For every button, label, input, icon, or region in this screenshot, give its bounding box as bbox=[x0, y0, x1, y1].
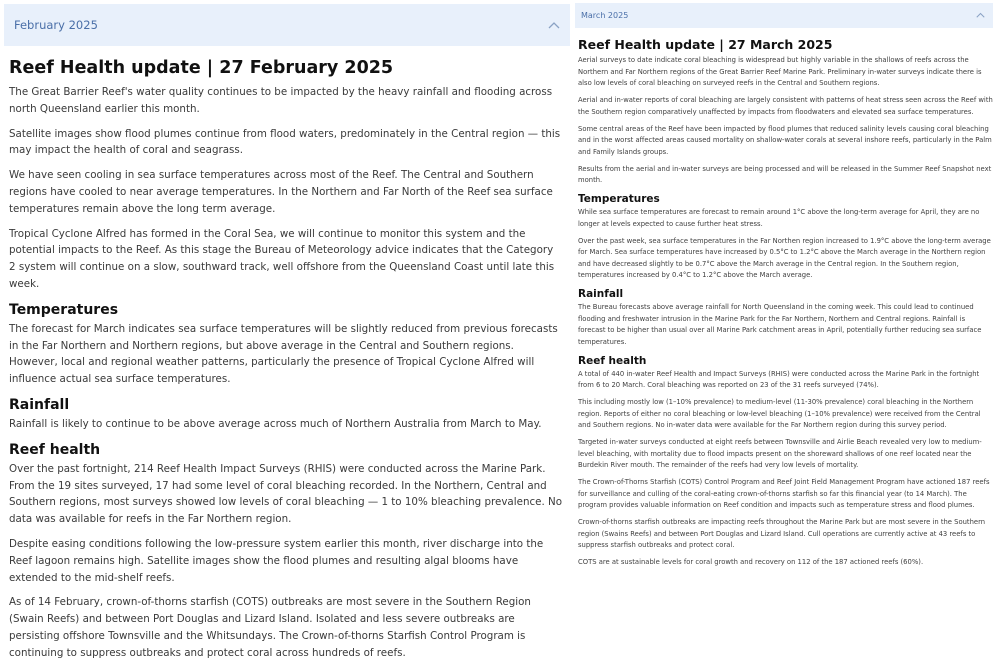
march-2025-panel bbox=[575, 0, 993, 645]
page-title: Reef Health update | 27 February 2025 bbox=[9, 58, 394, 78]
intro-paragraph: The Great Barrier Reef's water quality continues to be impacted by the heavy rainfall and flooding across north Queensland earlier this month. bbox=[9, 86, 553, 115]
section-paragraph: A total of 440 in-water Reef Health and Impact Surveys (RHIS) were conducted across the Marine Park in the fortnight from 6 to 20 March. Coral bleaching was reported on 23 of the 31 reefs surveyed (74%). bbox=[578, 369, 980, 389]
section-paragraph: Over the past fortnight, 214 Reef Health Impact Surveys (RHIS) were conducted across the Marine Park. From the 19 sites surveyed, 17 had some level of coral bleaching recorded. In the Northern, Central and Southern regions, most surveys showed low levels of coral bleaching — 1 to 10% bleaching prevalence. No data was available for reefs in the Far Northern region. bbox=[9, 462, 563, 526]
section-heading-reef-health: Reef health bbox=[578, 354, 647, 367]
page-title: Reef Health update | 27 March 2025 bbox=[578, 37, 833, 52]
section-paragraph: Rainfall is likely to continue to be above average across much of Northern Australia from March to May. bbox=[9, 417, 542, 430]
section-paragraph: As of 14 February, crown-of-thorns starfish (COTS) outbreaks are most severe in the Southern Region (Swain Reefs) and between Port Douglas and Lizard Island. Isolated and less severe outbreaks are persisting offshore Townsville and the Whitsundays. The Crown-of-thorns Starfish Control Program is continuing to suppress outbreaks and protect coral across hundreds of reefs. bbox=[9, 596, 531, 659]
intro-paragraph: Results from the aerial and in-water surveys are being processed and will be released in the Summer Reef Snapshot next month. bbox=[578, 164, 992, 184]
intro-paragraph: Satellite images show flood plumes continue from flood waters, predominately in the Central region — this may impact the health of coral and seagrass. bbox=[9, 127, 561, 157]
section-paragraph: Despite easing conditions following the low-pressure system earlier this month, river discharge into the Reef lagoon remains high. Satellite images show the flood plumes and resulting algal blooms have extended to the mid-shelf reefs. bbox=[9, 537, 544, 584]
intro-paragraph: Aerial and in-water reports of coral bleaching are largely consistent with patterns of heat stress seen across the Reef with the Southern region comparatively unaffected by impacts from floodwaters and elevated sea surface temperatures. bbox=[578, 96, 993, 116]
intro-paragraph: Aerial surveys to date indicate coral bleaching is widespread but highly variable in the shallows of reefs across the Northern and Far Northern regions of the Great Barrier Reef Marine Park. Preliminary in-water surveys indicate there is also low levels of coral bleaching on surveyed reefs in the Central and Southern regions. bbox=[578, 56, 982, 87]
accordion-label: March 2025 bbox=[581, 11, 629, 20]
intro-paragraph: Some central areas of the Reef have been impacted by flood plumes that reduced salinity levels causing coral bleaching and in the worst affected areas caused mortality on shallow-water corals at several inshore reefs, particularly in the Palm and Family Islands groups. bbox=[578, 124, 992, 156]
section-heading-rainfall: Rainfall bbox=[9, 396, 70, 413]
section-paragraph: While sea surface temperatures are forecast to remain around 1°C above the long-term average for April, they are no longer at levels expected to cause further heat stress. bbox=[578, 208, 980, 228]
chevron-up-icon[interactable] bbox=[548, 18, 560, 32]
section-heading-rainfall: Rainfall bbox=[578, 288, 624, 300]
section-heading-temperatures: Temperatures bbox=[9, 301, 119, 318]
section-paragraph: The forecast for March indicates sea surface temperatures will be slightly reduced from previous forecasts in the Far Northern and Northern regions, but above average in the Central and Southern regions. However, local and regional weather patterns, particularly the presence of Tropical Cyclone Alfred will influence actual sea surface temperatures. bbox=[9, 322, 558, 386]
section-paragraph: Over the past week, sea surface temperatures in the Far Northen region increased to 1.9°C above the long-term average for March. Sea surface temperatures have increased by 0.5°C to 1.2°C above the March average in the Northern region and have decreased slightly to be 0.7°C above the March average in the Central region. In the Southern region, temperatures increased by 0.4°C to 1.2°C above the March average. bbox=[578, 236, 991, 279]
accordion-header-march-2025[interactable] bbox=[575, 3, 993, 28]
section-paragraph: Targeted in-water surveys conducted at eight reefs between Townsville and Airlie Beach revealed very low to medium-level bleaching, with mortality due to flood impacts present on the shoreward shallows of one reef located near the Burdekin River mouth. The remainder of the reefs had very low levels of mortality. bbox=[578, 438, 982, 469]
section-heading-temperatures: Temperatures bbox=[578, 193, 660, 205]
section-paragraph: COTS are at sustainable levels for coral growth and recovery on 112 of the 187 actioned reefs (60%). bbox=[578, 558, 924, 566]
section-heading-reef-health: Reef health bbox=[9, 441, 101, 458]
accordion-content bbox=[575, 28, 993, 569]
intro-paragraph: We have seen cooling in sea surface temperatures across most of the Reef. The Central and Southern regions have cooled to near average temperatures. In the Northern and Far North of the Reef sea surface temperatures remain above the long term average. bbox=[9, 169, 553, 215]
accordion-content bbox=[0, 46, 570, 662]
accordion-label: February 2025 bbox=[14, 18, 98, 32]
section-paragraph: This including mostly low (1–10% prevalence) to medium-level (11-30% prevalence) coral bleaching in the Northern region. Reports of either no coral bleaching or low-level bleaching (1–10% prevalence) were received from the Central and Southern regions. No in-water data were available for the Far Northern region during this survey period. bbox=[578, 398, 981, 429]
section-paragraph: Crown-of-thorns starfish outbreaks are impacting reefs throughout the Marine Park but are most severe in the Southern region (Swains Reefs) and between Port Douglas and Lizard Island. Cull operations are currently active at 43 reefs to suppress starfish outbreaks and protect coral. bbox=[578, 518, 986, 549]
accordion-header-february-2025[interactable] bbox=[4, 4, 570, 46]
chevron-up-icon[interactable] bbox=[976, 11, 985, 20]
section-paragraph: The Bureau forecasts above average rainfall for North Queensland in the coming week. This could lead to continued flooding and freshwater intrusion in the Marine Park for the Far Northern, Northern and Central regions. Rainfall is forecast to be higher than usual over all Marine Park catchment areas in April, potentially further reducing sea surface temperatures. bbox=[578, 303, 982, 346]
section-paragraph: The Crown-of-Thorns Starfish (COTS) Control Program and Reef Joint Field Management Program have actioned 187 reefs for surveillance and culling of the coral-eating crown-of-thorns starfish so far this financial year (to 14 March). The program provides valuable information on Reef condition and impacts such as temperature stress and flood plumes. bbox=[578, 478, 990, 509]
intro-paragraph: Tropical Cyclone Alfred has formed in the Coral Sea, we will continue to monitor this system and the potential impacts to the Reef. As this stage the Bureau of Meteorology advice indicates that the Category 2 system will continue on a slow, southward track, well offshore from the Queensland Coast until late this week. bbox=[9, 227, 555, 290]
